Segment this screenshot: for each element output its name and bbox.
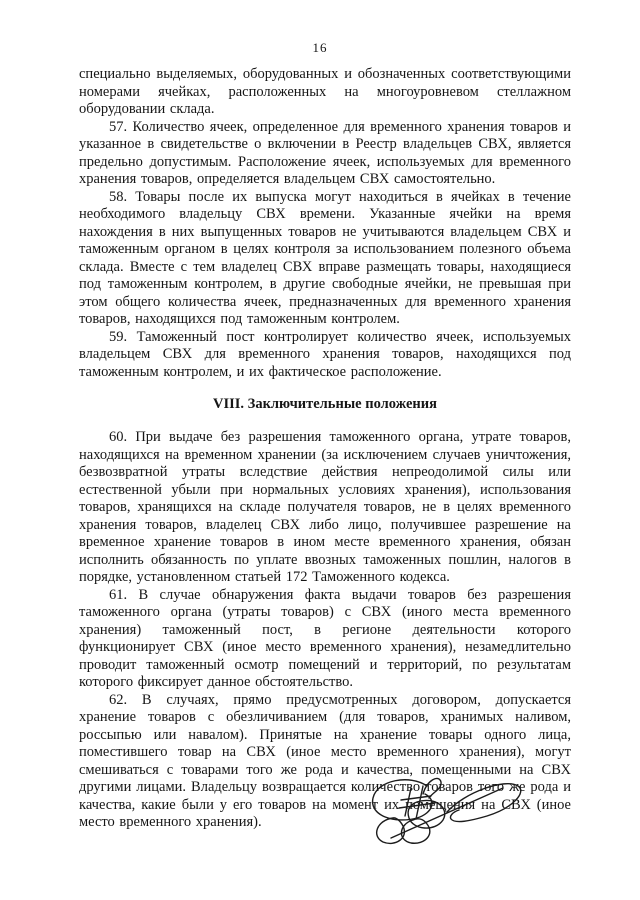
paragraph-57: 57. Количество ячеек, определенное для временного хранения товаров и указанное в свидетельстве о включении в Реестр владельцев СВХ, является предельно допустимым. Расположение ячеек, используемых для временного хранения товаров, определяется владельцем СВХ самостоятельно.: [79, 118, 571, 187]
paragraph-continuation: специально выделяемых, оборудованных и обозначенных соответствующими номерами ячейках, расположенных на многоуровневом стеллажном оборудовании склада.: [79, 66, 571, 117]
paragraph-60: 60. При выдаче без разрешения таможенного органа, утрате товаров, находящихся на временном хранении (за исключением случаев уничтожения, безвозвратной утраты вследствие действия непреодолимой силы или естественной убыли при нормальных условиях хранения), использования товаров, хранящихся на складе получателя товаров, не в целях временного хранения товаров, владелец СВХ либо лицо, получившее разрешение на временное хранение товаров в ином месте временного хранения, обязан исполнить обязанность по уплате ввозных таможенных пошлин, налогов в порядке, установленном статьей 172 Таможенного кодекса.: [79, 429, 571, 585]
handwritten-signature-icon: [355, 772, 525, 857]
page-number: 16: [312, 40, 328, 55]
document-body: [79, 66, 571, 832]
paragraph-59: 59. Таможенный пост контролирует количество ячеек, используемых владельцем СВХ для временного хранения товаров, находящихся под таможенным контролем, и их фактическое расположение.: [79, 328, 571, 380]
paragraph-61: 61. В случае обнаружения факта выдачи товаров без разрешения таможенного органа (утраты товаров) с СВХ (иного места временного хранения) таможенный пост, в регионе деятельности которого функционирует СВХ (иное место временного хранения), незамедлительно проводит таможенный осмотр помещений и территорий, по результатам которого фиксирует данное обстоятельство.: [79, 586, 571, 690]
paragraph-62: 62. В случаях, прямо предусмотренных договором, допускается хранение товаров с обезличиванием (для товаров, хранимых наливом, россыпью или навалом). Принятые на хранение товары одного лица, поместившего товар на СВХ (иное место временного хранения), могут смешиваться с товарами того же рода и качества, помещенными на СВХ другими лицами. Владельцу возвращается количество товаров того же рода и качества, какие были у его товаров на момент их помещения на СВХ (иное место временного хранения).: [79, 691, 571, 830]
section-heading-viii: VIII. Заключительные положения: [213, 396, 437, 412]
paragraph-58: 58. Товары после их выпуска могут находиться в ячейках в течение необходимого владельцу СВХ времени. Указанные ячейки на время нахождения в них выпущенных товаров не учитываются владельцем СВХ и таможенным органом в целях контроля за использованием полезного объема склада. Вместе с тем владелец СВХ вправе размещать товары, находящиеся под таможенным контролем, в другие свободные ячейки, не превышая при этом общего количества ячеек, предназначенных для временного хранения товаров, находящихся под таможенным контролем.: [79, 188, 571, 327]
